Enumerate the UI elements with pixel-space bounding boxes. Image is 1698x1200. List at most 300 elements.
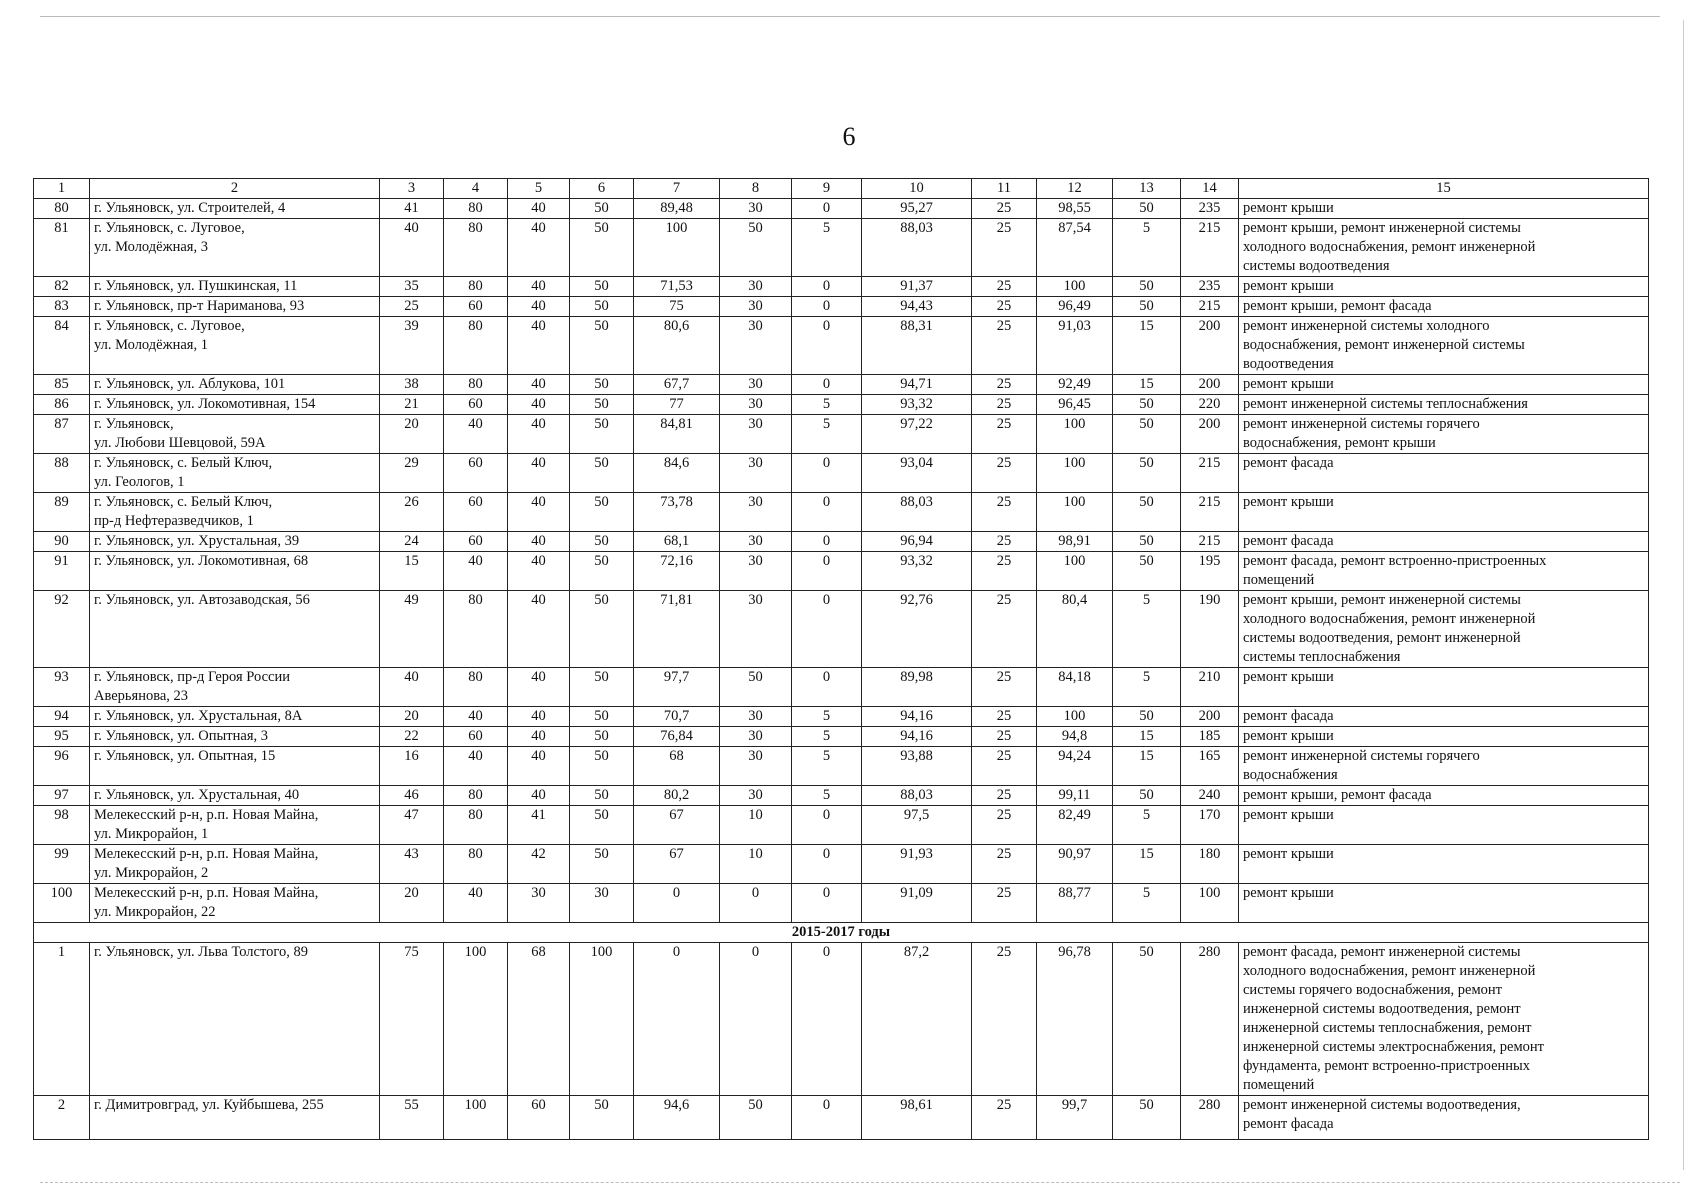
value-cell: 80: [444, 375, 508, 395]
value-cell: 40: [508, 532, 570, 552]
value-cell: 5: [1113, 591, 1181, 668]
value-cell: 25: [972, 532, 1037, 552]
work-type-cell: [1239, 884, 1649, 923]
value-cell: 40: [508, 277, 570, 297]
value-cell: 50: [720, 1096, 792, 1140]
value-cell: 50: [1113, 395, 1181, 415]
value-cell: 0: [634, 943, 720, 1096]
value-cell: 50: [720, 668, 792, 707]
header-cell-10: 10: [862, 179, 972, 199]
value-cell: 94,16: [862, 727, 972, 747]
value-cell: 75: [634, 297, 720, 317]
value-cell: 50: [570, 707, 634, 727]
value-cell: 100: [634, 219, 720, 277]
value-cell: 0: [792, 884, 862, 923]
table-row: [34, 591, 1649, 668]
work-type-cell: [1239, 219, 1649, 277]
cell-line: ремонт крыши: [1243, 846, 1334, 862]
value-cell: 200: [1181, 375, 1239, 395]
value-cell: 30: [720, 297, 792, 317]
value-cell: 30: [720, 552, 792, 591]
value-cell: 40: [380, 219, 444, 277]
value-cell: 0: [720, 884, 792, 923]
value-cell: 50: [1113, 199, 1181, 219]
value-cell: 50: [1113, 454, 1181, 493]
cell-line: г. Ульяновск, ул. Хрустальная, 40: [94, 787, 300, 803]
header-row: [34, 179, 1649, 199]
value-cell: 50: [1113, 277, 1181, 297]
value-cell: 25: [972, 199, 1037, 219]
value-cell: 40: [508, 786, 570, 806]
value-cell: 30: [720, 707, 792, 727]
value-cell: 0: [720, 943, 792, 1096]
row-number-cell: 81: [34, 219, 90, 277]
value-cell: 25: [972, 454, 1037, 493]
row-number-cell: 88: [34, 454, 90, 493]
value-cell: 80: [444, 317, 508, 375]
value-cell: 240: [1181, 786, 1239, 806]
scan-edge-bottom: [40, 1182, 1680, 1183]
value-cell: 5: [792, 415, 862, 454]
header-cell-13: 13: [1113, 179, 1181, 199]
value-cell: 94,71: [862, 375, 972, 395]
value-cell: 67: [634, 806, 720, 845]
value-cell: 88,03: [862, 786, 972, 806]
value-cell: 215: [1181, 493, 1239, 532]
value-cell: 15: [1113, 317, 1181, 375]
value-cell: 96,94: [862, 532, 972, 552]
cell-line: системы водоотведения, ремонт инженерной: [1243, 630, 1521, 646]
value-cell: 68: [634, 747, 720, 786]
value-cell: 30: [720, 375, 792, 395]
value-cell: 88,31: [862, 317, 972, 375]
cell-line: ремонт инженерной системы теплоснабжения: [1243, 396, 1528, 412]
table-row: [34, 297, 1649, 317]
address-cell: [90, 219, 380, 277]
value-cell: 5: [1113, 806, 1181, 845]
value-cell: 50: [570, 493, 634, 532]
value-cell: 50: [1113, 707, 1181, 727]
value-cell: 25: [972, 591, 1037, 668]
work-type-cell: [1239, 395, 1649, 415]
table-row: [34, 552, 1649, 591]
value-cell: 98,61: [862, 1096, 972, 1140]
value-cell: 40: [508, 199, 570, 219]
address-cell: [90, 727, 380, 747]
cell-line: ремонт фасада: [1243, 455, 1334, 471]
value-cell: 210: [1181, 668, 1239, 707]
cell-line: ремонт крыши: [1243, 376, 1334, 392]
row-number-cell: 89: [34, 493, 90, 532]
cell-line: пр-д Нефтеразведчиков, 1: [94, 513, 254, 529]
table-header: [34, 179, 1649, 199]
data-table: [33, 178, 1649, 1140]
value-cell: 43: [380, 845, 444, 884]
cell-line: г. Ульяновск, с. Белый Ключ,: [94, 494, 273, 510]
value-cell: 50: [1113, 786, 1181, 806]
value-cell: 25: [380, 297, 444, 317]
cell-line: инженерной системы водоотведения, ремонт: [1243, 1001, 1521, 1017]
address-cell: [90, 532, 380, 552]
value-cell: 0: [792, 668, 862, 707]
table-row: [34, 1096, 1649, 1140]
cell-line: ремонт фасада, ремонт инженерной системы: [1243, 944, 1521, 960]
cell-line: г. Ульяновск, пр-д Героя России: [94, 669, 290, 685]
cell-line: г. Ульяновск, ул. Аблукова, 101: [94, 376, 286, 392]
value-cell: 15: [1113, 747, 1181, 786]
value-cell: 91,09: [862, 884, 972, 923]
value-cell: 15: [1113, 727, 1181, 747]
value-cell: 30: [720, 786, 792, 806]
value-cell: 50: [570, 552, 634, 591]
value-cell: 40: [508, 454, 570, 493]
cell-line: системы теплоснабжения: [1243, 649, 1401, 665]
value-cell: 50: [570, 806, 634, 845]
row-number-cell: 84: [34, 317, 90, 375]
table-row: [34, 219, 1649, 277]
address-cell: [90, 668, 380, 707]
value-cell: 0: [792, 845, 862, 884]
value-cell: 77: [634, 395, 720, 415]
work-type-cell: [1239, 199, 1649, 219]
work-type-cell: [1239, 454, 1649, 493]
value-cell: 25: [972, 493, 1037, 532]
cell-line: ул. Микрорайон, 1: [94, 826, 209, 842]
value-cell: 100: [1037, 454, 1113, 493]
value-cell: 40: [508, 591, 570, 668]
address-cell: [90, 493, 380, 532]
cell-line: ремонт крыши: [1243, 494, 1334, 510]
table-row: [34, 884, 1649, 923]
value-cell: 50: [570, 199, 634, 219]
value-cell: 91,03: [1037, 317, 1113, 375]
work-type-cell: [1239, 532, 1649, 552]
value-cell: 90,97: [1037, 845, 1113, 884]
cell-line: г. Ульяновск, ул. Автозаводская, 56: [94, 592, 310, 608]
header-cell-8: 8: [720, 179, 792, 199]
value-cell: 25: [972, 786, 1037, 806]
cell-line: г. Ульяновск, ул. Локомотивная, 68: [94, 553, 309, 569]
work-type-cell: [1239, 317, 1649, 375]
row-number-cell: 87: [34, 415, 90, 454]
value-cell: 10: [720, 806, 792, 845]
value-cell: 87,2: [862, 943, 972, 1096]
value-cell: 215: [1181, 532, 1239, 552]
cell-line: ремонт инженерной системы водоотведения,: [1243, 1097, 1521, 1113]
value-cell: 5: [792, 727, 862, 747]
value-cell: 50: [720, 219, 792, 277]
value-cell: 97,5: [862, 806, 972, 845]
value-cell: 15: [1113, 845, 1181, 884]
value-cell: 80,6: [634, 317, 720, 375]
value-cell: 0: [792, 375, 862, 395]
value-cell: 84,18: [1037, 668, 1113, 707]
cell-line: г. Ульяновск, с. Луговое,: [94, 318, 245, 334]
cell-line: ул. Геологов, 1: [94, 474, 185, 490]
work-type-cell: [1239, 707, 1649, 727]
row-number-cell: 90: [34, 532, 90, 552]
value-cell: 67,7: [634, 375, 720, 395]
value-cell: 93,32: [862, 395, 972, 415]
header-cell-15: 15: [1239, 179, 1649, 199]
work-type-cell: [1239, 277, 1649, 297]
value-cell: 20: [380, 707, 444, 727]
header-cell-1: 1: [34, 179, 90, 199]
cell-line: ул. Молодёжная, 1: [94, 337, 208, 353]
row-number-cell: 97: [34, 786, 90, 806]
value-cell: 98,55: [1037, 199, 1113, 219]
table-row: [34, 707, 1649, 727]
address-cell: [90, 395, 380, 415]
value-cell: 97,7: [634, 668, 720, 707]
cell-line: фундамента, ремонт встроенно-пристроенных: [1243, 1058, 1531, 1074]
address-cell: [90, 199, 380, 219]
cell-line: г. Ульяновск, ул. Опытная, 15: [94, 748, 276, 764]
section-title: 2015-2017 годы: [34, 923, 1649, 943]
value-cell: 40: [508, 317, 570, 375]
address-cell: [90, 943, 380, 1096]
value-cell: 25: [972, 219, 1037, 277]
value-cell: 25: [972, 277, 1037, 297]
value-cell: 60: [444, 493, 508, 532]
cell-line: г. Ульяновск, ул. Льва Толстого, 89: [94, 944, 308, 960]
value-cell: 195: [1181, 552, 1239, 591]
value-cell: 67: [634, 845, 720, 884]
value-cell: 280: [1181, 943, 1239, 1096]
value-cell: 60: [508, 1096, 570, 1140]
value-cell: 30: [720, 277, 792, 297]
value-cell: 75: [380, 943, 444, 1096]
row-number-cell: 98: [34, 806, 90, 845]
cell-line: ремонт крыши, ремонт инженерной системы: [1243, 592, 1521, 608]
value-cell: 30: [720, 199, 792, 219]
header-cell-4: 4: [444, 179, 508, 199]
value-cell: 5: [792, 395, 862, 415]
cell-line: ремонт инженерной системы горячего: [1243, 416, 1480, 432]
value-cell: 47: [380, 806, 444, 845]
value-cell: 89,48: [634, 199, 720, 219]
value-cell: 41: [508, 806, 570, 845]
cell-line: ул. Микрорайон, 2: [94, 865, 209, 881]
value-cell: 100: [1037, 277, 1113, 297]
value-cell: 235: [1181, 277, 1239, 297]
table-row: [34, 806, 1649, 845]
value-cell: 55: [380, 1096, 444, 1140]
value-cell: 100: [1037, 552, 1113, 591]
value-cell: 0: [792, 317, 862, 375]
value-cell: 0: [792, 552, 862, 591]
value-cell: 88,03: [862, 493, 972, 532]
row-number-cell: 92: [34, 591, 90, 668]
address-cell: [90, 317, 380, 375]
header-cell-5: 5: [508, 179, 570, 199]
value-cell: 97,22: [862, 415, 972, 454]
value-cell: 25: [972, 884, 1037, 923]
address-cell: [90, 884, 380, 923]
value-cell: 30: [720, 317, 792, 375]
row-number-cell: 100: [34, 884, 90, 923]
value-cell: 180: [1181, 845, 1239, 884]
value-cell: 0: [792, 493, 862, 532]
value-cell: 89,98: [862, 668, 972, 707]
work-type-cell: [1239, 845, 1649, 884]
value-cell: 41: [380, 199, 444, 219]
value-cell: 88,03: [862, 219, 972, 277]
value-cell: 60: [444, 454, 508, 493]
table-row: [34, 786, 1649, 806]
value-cell: 40: [508, 297, 570, 317]
scan-edge-top: [40, 16, 1660, 17]
value-cell: 84,6: [634, 454, 720, 493]
value-cell: 5: [792, 219, 862, 277]
value-cell: 50: [1113, 532, 1181, 552]
address-cell: [90, 707, 380, 727]
value-cell: 100: [1037, 707, 1113, 727]
cell-line: системы водоотведения: [1243, 258, 1390, 274]
value-cell: 215: [1181, 219, 1239, 277]
value-cell: 80: [444, 219, 508, 277]
value-cell: 190: [1181, 591, 1239, 668]
cell-line: холодного водоснабжения, ремонт инженерной: [1243, 963, 1536, 979]
value-cell: 50: [570, 1096, 634, 1140]
value-cell: 40: [444, 747, 508, 786]
value-cell: 80,4: [1037, 591, 1113, 668]
value-cell: 5: [1113, 219, 1181, 277]
value-cell: 100: [570, 943, 634, 1096]
cell-line: г. Ульяновск, ул. Пушкинская, 11: [94, 278, 298, 294]
value-cell: 88,77: [1037, 884, 1113, 923]
cell-line: Мелекесский р-н, р.п. Новая Майна,: [94, 885, 319, 901]
work-type-cell: [1239, 727, 1649, 747]
cell-line: г. Ульяновск, ул. Хрустальная, 8А: [94, 708, 303, 724]
value-cell: 21: [380, 395, 444, 415]
value-cell: 5: [792, 747, 862, 786]
value-cell: 40: [508, 552, 570, 591]
cell-line: системы горячего водоснабжения, ремонт: [1243, 982, 1503, 998]
value-cell: 40: [444, 415, 508, 454]
value-cell: 50: [570, 317, 634, 375]
value-cell: 50: [570, 786, 634, 806]
cell-line: ул. Микрорайон, 22: [94, 904, 216, 920]
value-cell: 0: [792, 199, 862, 219]
table-row: [34, 943, 1649, 1096]
row-number-cell: 94: [34, 707, 90, 727]
work-type-cell: [1239, 668, 1649, 707]
value-cell: 39: [380, 317, 444, 375]
cell-line: ул. Любови Шевцовой, 59А: [94, 435, 266, 451]
value-cell: 220: [1181, 395, 1239, 415]
header-cell-6: 6: [570, 179, 634, 199]
address-cell: [90, 415, 380, 454]
row-number-cell: 2: [34, 1096, 90, 1140]
value-cell: 185: [1181, 727, 1239, 747]
row-number-cell: 1: [34, 943, 90, 1096]
value-cell: 20: [380, 884, 444, 923]
value-cell: 96,45: [1037, 395, 1113, 415]
value-cell: 94,24: [1037, 747, 1113, 786]
address-cell: [90, 747, 380, 786]
value-cell: 25: [972, 415, 1037, 454]
value-cell: 16: [380, 747, 444, 786]
value-cell: 50: [570, 395, 634, 415]
value-cell: 50: [570, 845, 634, 884]
cell-line: инженерной системы электроснабжения, ремонт: [1243, 1039, 1544, 1055]
value-cell: 25: [972, 747, 1037, 786]
value-cell: 25: [972, 1096, 1037, 1140]
address-cell: [90, 454, 380, 493]
cell-line: г. Ульяновск, с. Луговое,: [94, 220, 245, 236]
value-cell: 25: [972, 317, 1037, 375]
value-cell: 42: [508, 845, 570, 884]
value-cell: 40: [508, 415, 570, 454]
value-cell: 98,91: [1037, 532, 1113, 552]
value-cell: 0: [792, 532, 862, 552]
value-cell: 50: [1113, 943, 1181, 1096]
cell-line: ремонт инженерной системы горячего: [1243, 748, 1480, 764]
value-cell: 200: [1181, 707, 1239, 727]
address-cell: [90, 786, 380, 806]
cell-line: холодного водоснабжения, ремонт инженерной: [1243, 239, 1536, 255]
value-cell: 94,8: [1037, 727, 1113, 747]
value-cell: 50: [1113, 493, 1181, 532]
row-number-cell: 96: [34, 747, 90, 786]
address-cell: [90, 552, 380, 591]
value-cell: 0: [792, 591, 862, 668]
cell-line: ремонт фасада: [1243, 533, 1334, 549]
value-cell: 84,81: [634, 415, 720, 454]
value-cell: 70,7: [634, 707, 720, 727]
value-cell: 50: [570, 591, 634, 668]
value-cell: 29: [380, 454, 444, 493]
value-cell: 0: [792, 297, 862, 317]
cell-line: г. Димитровград, ул. Куйбышева, 255: [94, 1097, 324, 1113]
work-type-cell: [1239, 1096, 1649, 1140]
header-cell-12: 12: [1037, 179, 1113, 199]
work-type-cell: [1239, 747, 1649, 786]
cell-line: ремонт крыши: [1243, 200, 1334, 216]
section-row: [34, 923, 1649, 943]
value-cell: 30: [720, 727, 792, 747]
value-cell: 165: [1181, 747, 1239, 786]
value-cell: 50: [570, 747, 634, 786]
row-number-cell: 99: [34, 845, 90, 884]
table-row: [34, 454, 1649, 493]
value-cell: 60: [444, 297, 508, 317]
value-cell: 93,04: [862, 454, 972, 493]
cell-line: ул. Молодёжная, 3: [94, 239, 208, 255]
row-number-cell: 93: [34, 668, 90, 707]
address-cell: [90, 806, 380, 845]
value-cell: 215: [1181, 297, 1239, 317]
value-cell: 5: [1113, 884, 1181, 923]
value-cell: 50: [570, 454, 634, 493]
value-cell: 0: [792, 454, 862, 493]
value-cell: 50: [570, 415, 634, 454]
address-cell: [90, 591, 380, 668]
value-cell: 0: [792, 277, 862, 297]
table-row: [34, 532, 1649, 552]
value-cell: 99,7: [1037, 1096, 1113, 1140]
value-cell: 40: [508, 707, 570, 727]
value-cell: 71,53: [634, 277, 720, 297]
value-cell: 30: [570, 884, 634, 923]
cell-line: ремонт крыши: [1243, 885, 1334, 901]
value-cell: 92,76: [862, 591, 972, 668]
cell-line: г. Ульяновск,: [94, 416, 174, 432]
value-cell: 60: [444, 532, 508, 552]
value-cell: 200: [1181, 317, 1239, 375]
value-cell: 94,6: [634, 1096, 720, 1140]
